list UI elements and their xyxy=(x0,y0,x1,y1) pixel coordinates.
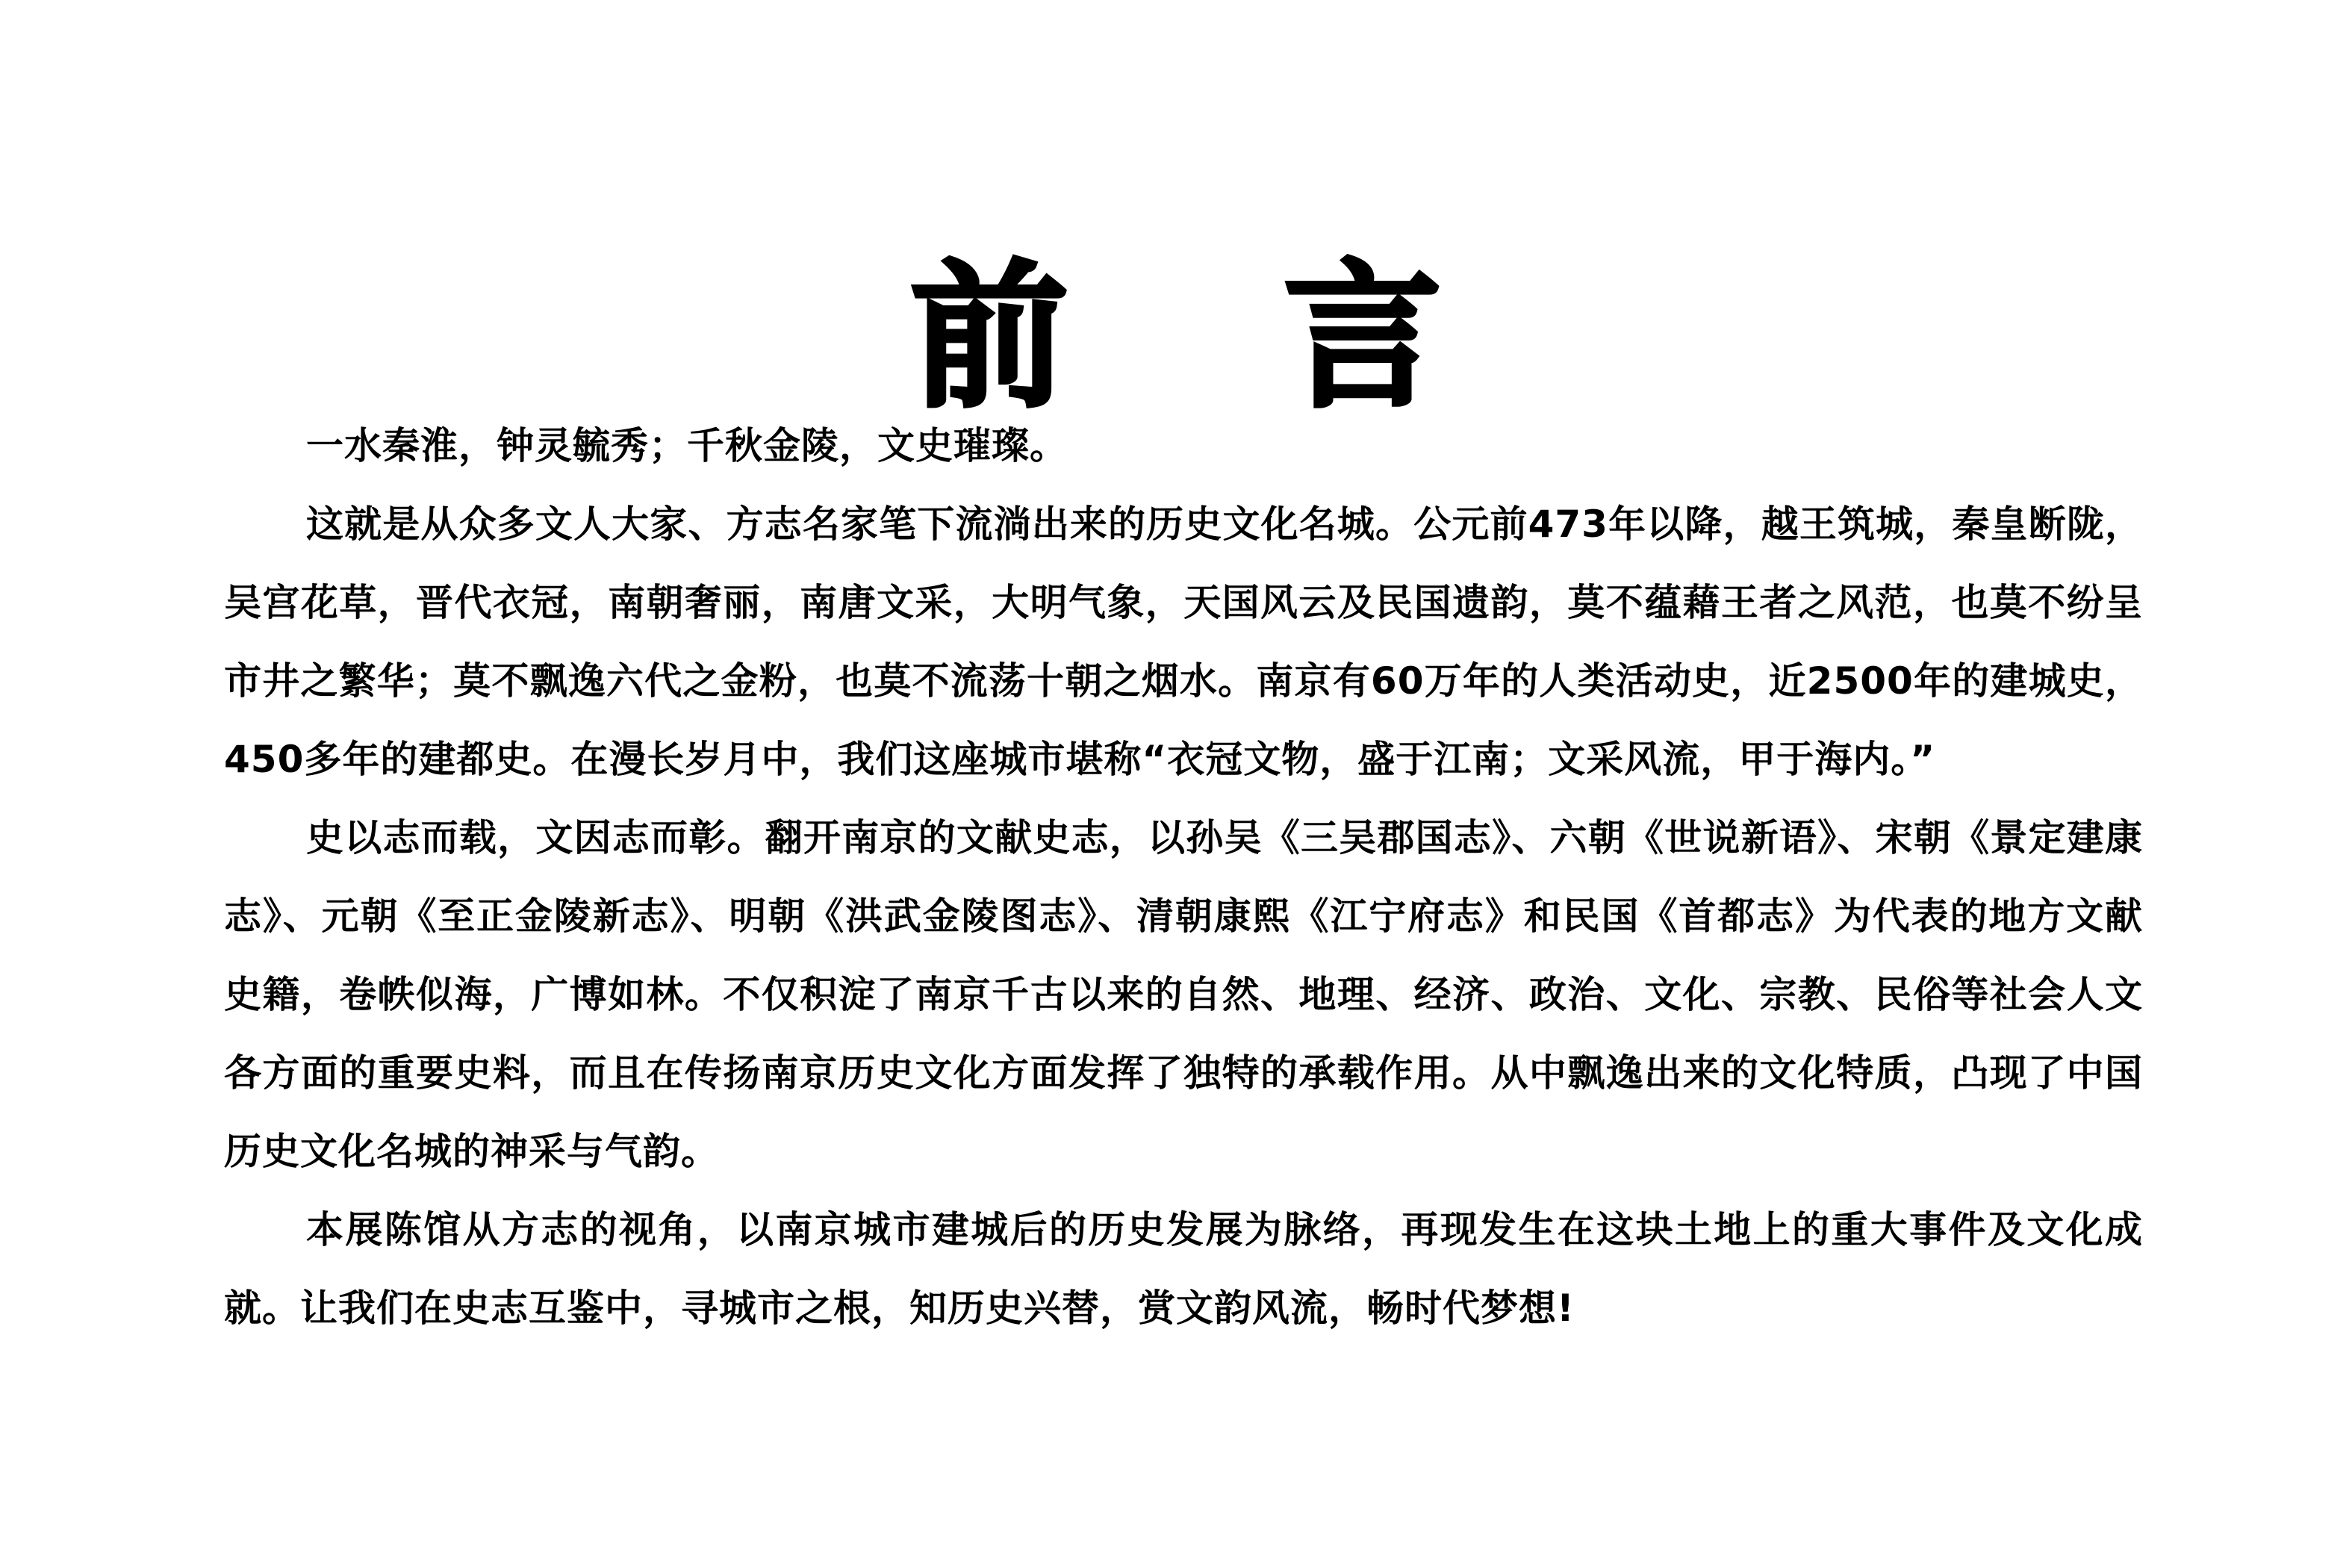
title-char-1: 前 xyxy=(910,243,1068,429)
paragraph-1: 一水秦淮，钟灵毓秀；千秋金陵，文史璀璨。 xyxy=(306,424,1068,467)
paragraph-2: 这就是从众多文人大家、方志名家笔下流淌出来的历史文化名城。公元前473年以降，越王筑城，秦皇断陇，吴宫花草，晋代衣冠，南朝奢丽，南唐文采，大明气象，天国风云及民国遗韵，莫不蕴藉王者之风范，也莫不纷呈市井之繁华；莫不飘逸六代之金粉，也莫不流荡十朝之烟水。南京有60万年的人类活动史，近2500年的建城史，450多年的建都史。在漫长岁月中，我们这座城市堪称“衣冠文物，盛于江南；文采风流，甲于海内。” xyxy=(224,503,2143,781)
page-title xyxy=(0,243,2352,429)
paragraph-3: 史以志而载，文因志而彰。翻开南京的文献史志，以孙吴《三吴郡国志》、六朝《世说新语》、宋朝《景定建康志》、元朝《至正金陵新志》、明朝《洪武金陵图志》、清朝康熙《江宁府志》和民国《首都志》为代表的地方文献史籍，卷帙似海，广博如林。不仅积淀了南京千古以来的自然、地理、经济、政治、文化、宗教、民俗等社会人文各方面的重要史料，而且在传扬南京历史文化方面发挥了独特的承载作用。从中飘逸出来的文化特质，凸现了中国历史文化名城的神采与气韵。 xyxy=(224,816,2143,1173)
preface-body xyxy=(224,407,2143,1348)
paragraph-4: 本展陈馆从方志的视角，以南京城市建城后的历史发展为脉络，再现发生在这块土地上的重大事件及文化成就。让我们在史志互鉴中，寻城市之根，知历史兴替，赏文韵风流，畅时代梦想! xyxy=(224,1208,2143,1330)
title-char-2: 言 xyxy=(1284,243,1442,429)
